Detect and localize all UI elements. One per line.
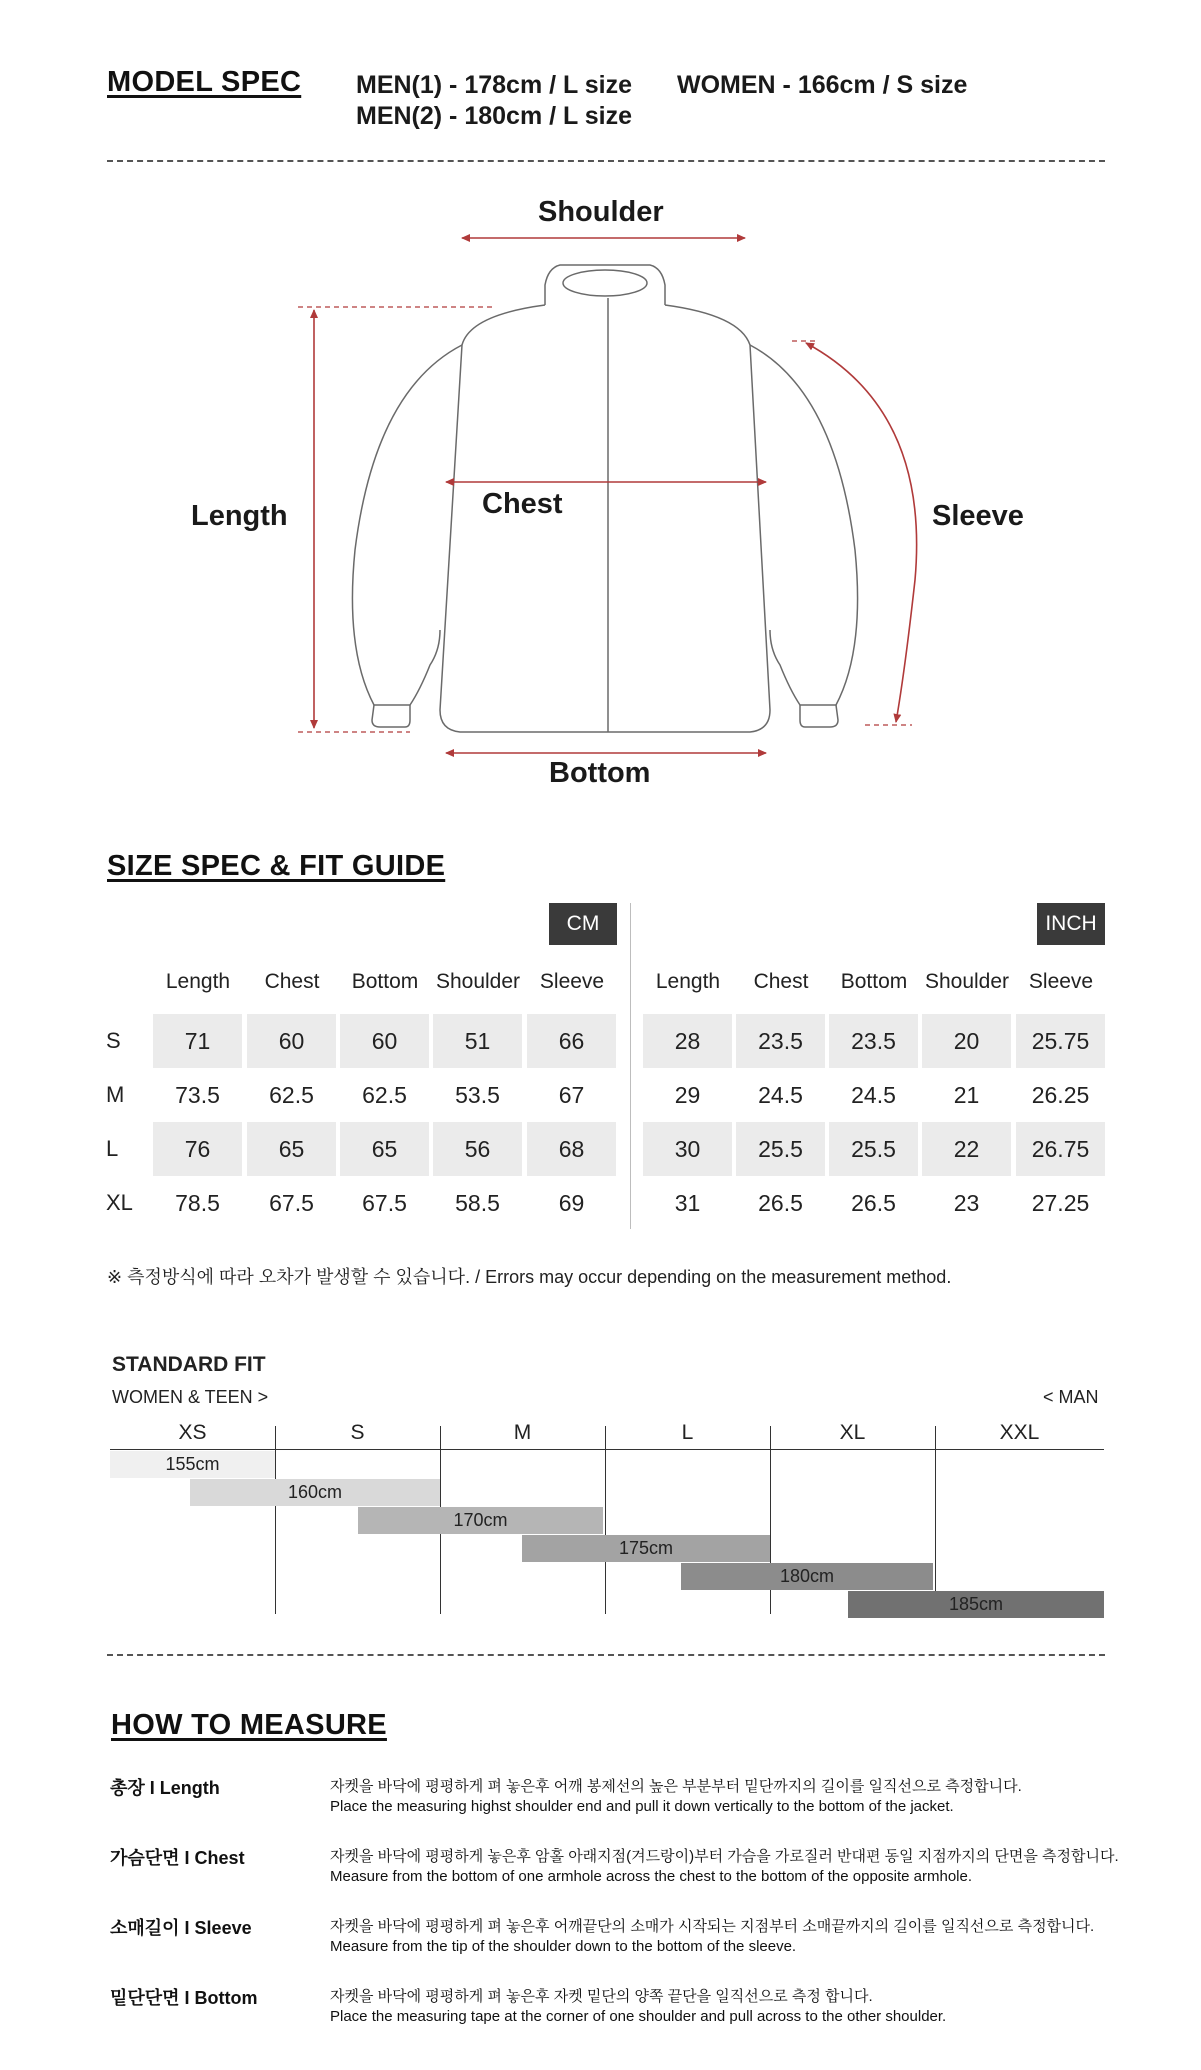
fit-grid-line: [275, 1426, 276, 1614]
jacket-diagram: [0, 0, 1201, 820]
measure-item-label: 총장 I Length: [110, 1778, 220, 1798]
inch-column-header: Shoulder: [924, 970, 1010, 993]
inch-cell: 25.5: [829, 1122, 918, 1176]
diagram-label-length: Length: [191, 500, 288, 532]
inch-badge: INCH: [1037, 903, 1105, 945]
fit-height-bar: 175cm: [522, 1535, 770, 1562]
fit-height-bar: 160cm: [190, 1479, 440, 1506]
inch-cell: 22: [922, 1122, 1011, 1176]
inch-cell: 23.5: [829, 1014, 918, 1068]
inch-cell: 26.5: [758, 1190, 803, 1216]
model-spec-title: MODEL SPEC: [107, 66, 302, 98]
fit-height-bar: 180cm: [681, 1563, 933, 1590]
fit-grid-line: [935, 1426, 936, 1614]
measure-item-english: Place the measuring highst shoulder end and pull it down vertically to the bottom of the jacket.: [330, 1798, 954, 1815]
cm-cell: 53.5: [455, 1082, 500, 1108]
fit-left-label: WOMEN & TEEN >: [112, 1387, 269, 1407]
cm-cell: 62.5: [362, 1082, 407, 1108]
inch-cell: 26.5: [851, 1190, 896, 1216]
cm-cell: 56: [433, 1122, 522, 1176]
cm-cell: 62.5: [269, 1082, 314, 1108]
fit-height-bar: 155cm: [110, 1451, 275, 1478]
inch-cell: 26.25: [1031, 1082, 1090, 1108]
inch-column-header: Length: [655, 970, 721, 993]
fit-right-label: < MAN: [1043, 1387, 1099, 1407]
cm-cell: 76: [153, 1122, 242, 1176]
cm-cell: 65: [340, 1122, 429, 1176]
inch-cell: 23: [953, 1190, 980, 1216]
diagram-label-chest: Chest: [482, 488, 563, 520]
measure-item-english: Measure from the tip of the shoulder down to the bottom of the sleeve.: [330, 1938, 797, 1955]
measure-item-korean: 자켓을 바닥에 평평하게 펴 놓은후 어깨끝단의 소매가 시작되는 지점부터 소매끝까지의 길이를 일직선으로 측정합니다.: [330, 1918, 1095, 1935]
measure-item-label: 소매길이 I Sleeve: [110, 1918, 252, 1938]
measurement-note: ※ 측정방식에 따라 오차가 발생할 수 있습니다. / Errors may occur depending on the measurement method.: [107, 1267, 952, 1287]
inch-column-header: Sleeve: [1028, 970, 1094, 993]
measure-item-korean: 자켓을 바닥에 평평하게 놓은후 암홀 아래지점(겨드랑이)부터 가슴을 가로질러 반대편 동일 지점까지의 단면을 측정합니다.: [330, 1848, 1119, 1865]
fit-baseline: [110, 1449, 1104, 1450]
inch-cell: 26.75: [1016, 1122, 1105, 1176]
measure-item-english: Place the measuring tape at the corner of one shoulder and pull across to the other shoulder.: [330, 2008, 947, 2025]
cm-cell: 67.5: [269, 1190, 314, 1216]
fit-size-label: XL: [839, 1421, 866, 1444]
how-to-measure-title: HOW TO MEASURE: [111, 1709, 387, 1741]
inch-cell: 23.5: [736, 1014, 825, 1068]
model-spec-men2: MEN(2) - 180cm / L size: [356, 102, 633, 130]
inch-cell: 24.5: [758, 1082, 803, 1108]
cm-cell: 51: [433, 1014, 522, 1068]
cm-cell: 69: [558, 1190, 585, 1216]
cm-column-header: Shoulder: [435, 970, 521, 993]
inch-column-header: Chest: [753, 970, 809, 993]
jacket-outline: [352, 265, 857, 732]
cm-cell: 73.5: [175, 1082, 220, 1108]
fit-grid-line: [605, 1426, 606, 1614]
cm-cell: 67.5: [362, 1190, 407, 1216]
model-spec-women: WOMEN - 166cm / S size: [677, 71, 968, 99]
cm-column-header: Length: [165, 970, 231, 993]
fit-height-bar: 170cm: [358, 1507, 603, 1534]
fit-size-label: XXL: [999, 1421, 1040, 1444]
model-spec-men1: MEN(1) - 178cm / L size: [356, 71, 633, 99]
cm-column-header: Chest: [264, 970, 320, 993]
measure-item-korean: 자켓을 바닥에 평평하게 펴 놓은후 어깨 봉제선의 높은 부분부터 밑단까지의 길이를 일직선으로 측정합니다.: [330, 1778, 1022, 1795]
fit-size-label: XS: [178, 1421, 207, 1444]
size-row-label: S: [106, 1028, 121, 1053]
fit-size-label: L: [681, 1421, 694, 1444]
inch-cell: 30: [643, 1122, 732, 1176]
size-spec-title: SIZE SPEC & FIT GUIDE: [107, 850, 446, 882]
cm-badge: CM: [549, 903, 617, 945]
fit-height-bar: 185cm: [848, 1591, 1104, 1618]
size-row-label: M: [106, 1082, 125, 1107]
cm-cell: 66: [527, 1014, 616, 1068]
inch-cell: 20: [922, 1014, 1011, 1068]
cm-cell: 71: [153, 1014, 242, 1068]
measure-item-korean: 자켓을 바닥에 평평하게 펴 놓은후 자켓 밑단의 양쪽 끝단을 일직선으로 측정 합니다.: [330, 1988, 873, 2005]
cm-cell: 60: [247, 1014, 336, 1068]
size-row-label: XL: [106, 1190, 133, 1215]
inch-cell: 28: [643, 1014, 732, 1068]
diagram-label-shoulder: Shoulder: [538, 196, 664, 228]
divider-bottom: [107, 1654, 1105, 1656]
inch-cell: 27.25: [1031, 1190, 1090, 1216]
cm-cell: 67: [558, 1082, 585, 1108]
cm-column-header: Bottom: [351, 970, 419, 993]
fit-size-label: S: [350, 1421, 365, 1444]
cm-cell: 78.5: [175, 1190, 220, 1216]
measure-item-label: 밑단단면 I Bottom: [110, 1988, 258, 2008]
diagram-label-bottom: Bottom: [549, 757, 651, 789]
diagram-label-sleeve: Sleeve: [932, 500, 1024, 532]
cm-cell: 60: [340, 1014, 429, 1068]
inch-column-header: Bottom: [840, 970, 908, 993]
inch-cell: 21: [953, 1082, 980, 1108]
inch-cell: 24.5: [851, 1082, 896, 1108]
cm-column-header: Sleeve: [539, 970, 605, 993]
measure-item-label: 가슴단면 I Chest: [110, 1848, 245, 1868]
inch-cell: 25.75: [1016, 1014, 1105, 1068]
size-row-label: L: [106, 1136, 119, 1161]
inch-cell: 31: [674, 1190, 701, 1216]
standard-fit-title: STANDARD FIT: [112, 1353, 266, 1376]
inch-cell: 25.5: [736, 1122, 825, 1176]
cm-cell: 68: [527, 1122, 616, 1176]
sleeve-arrow: [806, 343, 917, 722]
unit-separator: [630, 903, 631, 1229]
inch-cell: 29: [674, 1082, 701, 1108]
measure-item-english: Measure from the bottom of one armhole across the chest to the bottom of the opposite armhole.: [330, 1868, 973, 1885]
cm-cell: 58.5: [455, 1190, 500, 1216]
cm-cell: 65: [247, 1122, 336, 1176]
fit-size-label: M: [513, 1421, 532, 1444]
